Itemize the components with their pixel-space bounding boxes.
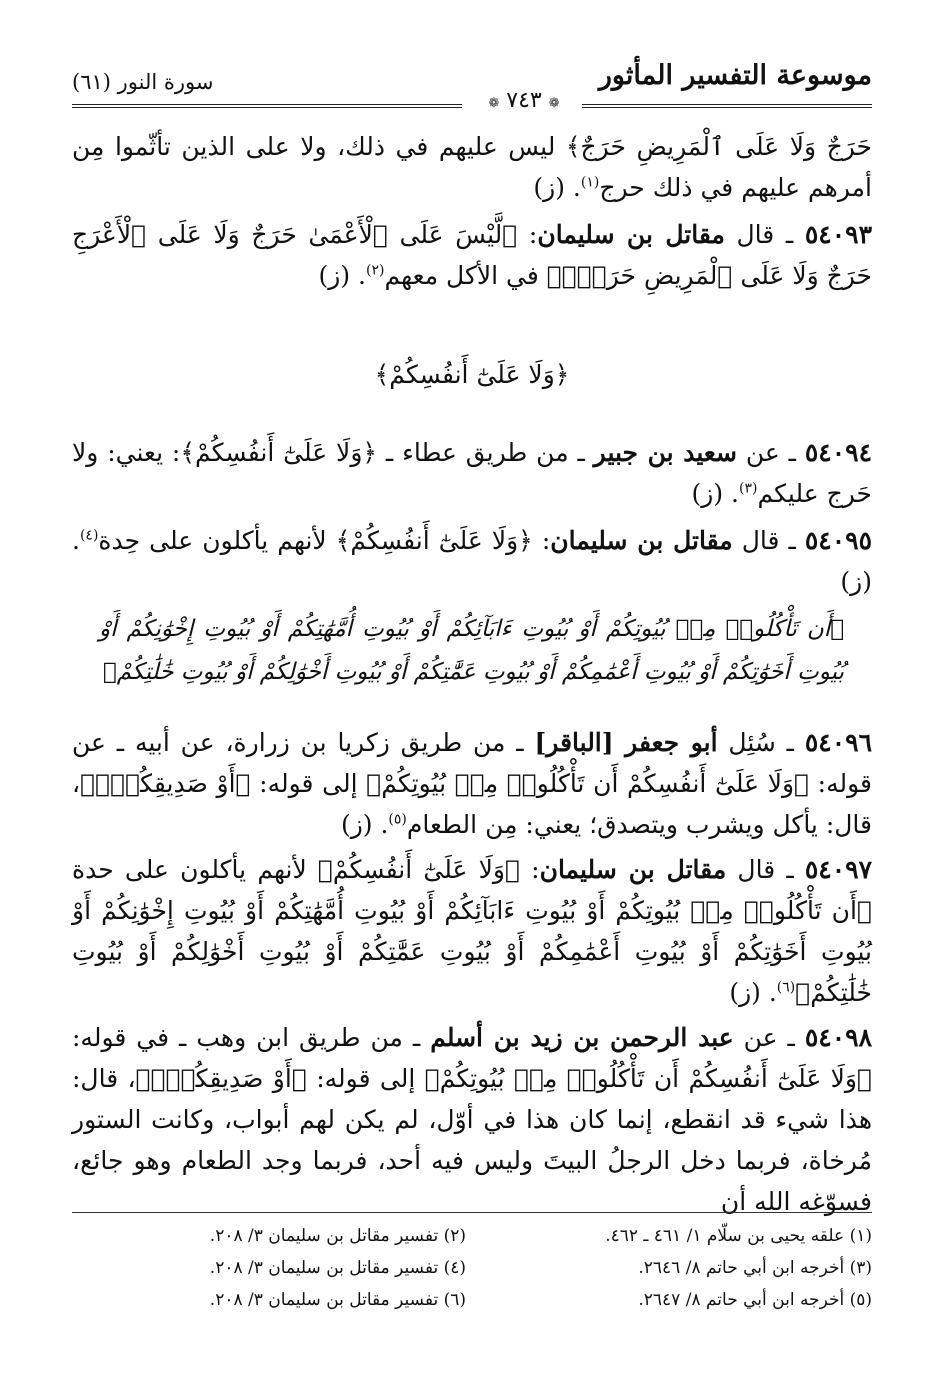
footnote-ref: (٦) <box>776 979 796 996</box>
narrator-name: مقاتل بن سليمان <box>539 855 727 884</box>
narration-54095: ٥٤٠٩٥ ـ قال مقاتل بن سليمان: ﴿وَلَا عَلَىٰٓ أَنفُسِكُمْ﴾ لأنهم يأكلون على حِدة$^{(٤)}$. (ز) <box>72 526 872 596</box>
narrator-name: مقاتل بن سليمان <box>537 220 725 249</box>
narration-number: ٥٤٠٩٥ <box>804 526 872 555</box>
narration-number: ٥٤٠٩٧ <box>804 855 873 884</box>
footnote-ref: (٥) <box>388 811 407 828</box>
narration-54093: ٥٤٠٩٣ ـ قال مقاتل بن سليمان: ﴿لَّيْسَ عَلَى ٱلْأَعْمَىٰ حَرَجٌ وَلَا عَلَى ٱلْأَعْرَجِ حَرَجٌ وَلَا عَلَى ٱلْمَرِيضِ حَرَجٌۗ﴾ في الأكل معهم$^{(٢)}$. (ز) <box>72 220 873 290</box>
header-rule-left <box>72 104 462 108</box>
footnote-divider <box>72 1212 872 1213</box>
page-number-text: ٧٤٣ <box>506 88 542 113</box>
footnote-1: (١) علقه يحيى بن سلّام ١/ ٤٦١ ـ ٤٦٢. <box>605 1226 872 1246</box>
narrator-name: أبو جعفر [الباقر] <box>534 728 718 757</box>
narration-number: ٥٤٠٩٣ <box>804 220 873 249</box>
narrator-name: عبد الرحمن بن زيد بن أسلم <box>430 1023 734 1052</box>
narration-number: ٥٤٠٩٨ <box>804 1023 872 1052</box>
header-rule-right <box>582 104 872 108</box>
ornament-icon: ❁ <box>548 96 560 111</box>
footnote-4: (٤) تفسير مقاتل بن سليمان ٣/ ٢٠٨. <box>209 1258 466 1278</box>
narration-number: ٥٤٠٩٤ <box>804 438 872 467</box>
footnote-6: (٦) تفسير مقاتل بن سليمان ٣/ ٢٠٨. <box>209 1290 466 1310</box>
narrator-name: مقاتل بن سليمان <box>550 526 733 555</box>
footnote-ref: (١) <box>580 174 600 191</box>
verse-heading: ﴿وَلَا عَلَىٰٓ أَنفُسِكُمْ﴾ <box>374 360 570 389</box>
text-block-2 <box>72 432 872 602</box>
surah-label: سورة النور (٦١) <box>72 70 214 94</box>
narrator-name: سعيد بن جبير <box>593 438 737 467</box>
page-number <box>470 88 578 113</box>
narration-54094: ٥٤٠٩٤ ـ عن سعيد بن جبير ـ من طريق عطاء ـ ﴿وَلَا عَلَىٰٓ أَنفُسِكُمْ﴾: يعني: ولا حَرج عليكم$^{(٣)}$. (ز) <box>72 438 872 508</box>
verse-block: ﴿أَن تَأْكُلُوا۟ مِنۢ بُيُوتِكُمْ أَوْ بُيُوتِ ءَابَآئِكُمْ أَوْ بُيُوتِ أُمَّهَٰتِكُمْ أَوْ بُيُوتِ إِخْوَٰنِكُمْ أَوْ بُيُوتِ أَخَوَٰتِكُمْ أَوْ بُيُوتِ أَعْمَٰمِكُمْ أَوْ بُيُوتِ عَمَّٰتِكُمْ أَوْ بُيُوتِ أَخْوَٰلِكُمْ أَوْ بُيُوتِ خَٰلَٰتِكُمْ﴾ <box>99 616 844 685</box>
narration-54096: ٥٤٠٩٦ ـ سُئِل أبو جعفر [الباقر] ـ من طريق زكريا بن زرارة، عن أبيه ـ عن قوله: ﴿وَلَا عَلَىٰٓ أَنفُسِكُمْ أَن تَأْكُلُوا۟ مِنۢ بُيُوتِكُمْ﴾ إلى قوله: ﴿أَوْ صَدِيقِكُمْۚ﴾، قال: يأكل ويشرب ويتصدق؛ يعني: مِن الطعام$^{(٥)}$. (ز) <box>72 728 872 839</box>
text-block-1 <box>72 126 872 296</box>
footnote-3: (٣) أخرجه ابن أبي حاتم ٨/ ٢٦٤٦. <box>638 1258 872 1278</box>
book-title: موسوعة التفسير المأثور <box>598 60 872 91</box>
narration-number: ٥٤٠٩٦ <box>804 728 872 757</box>
narration-54097: ٥٤٠٩٧ ـ قال مقاتل بن سليمان: ﴿وَلَا عَلَىٰٓ أَنفُسِكُمْ﴾ لأنهم يأكلون على حدة ﴿أَن تَأْكُلُوا۟ مِنۢ بُيُوتِكُمْ أَوْ بُيُوتِ ءَابَآئِكُمْ أَوْ بُيُوتِ أُمَّهَٰتِكُمْ أَوْ بُيُوتِ إِخْوَٰنِكُمْ أَوْ بُيُوتِ أَخَوَٰتِكُمْ أَوْ بُيُوتِ أَعْمَٰمِكُمْ أَوْ بُيُوتِ عَمَّٰتِكُمْ أَوْ بُيُوتِ أَخْوَٰلِكُمْ أَوْ بُيُوتِ خَٰلَٰتِكُمْ﴾$^{(٦)}$. (ز) <box>72 855 873 1007</box>
narration-54098: ٥٤٠٩٨ ـ عن عبد الرحمن بن زيد بن أسلم ـ من طريق ابن وهب ـ في قوله: ﴿وَلَا عَلَىٰٓ أَنفُسِكُمْ أَن تَأْكُلُوا۟ مِنۢ بُيُوتِكُمْ﴾ إلى قوله: ﴿أَوْ صَدِيقِكُمْۚ﴾، قال: هذا شيء قد انقطع، إنما كان هذا في أوّل، لم يكن لهم أبواب، وكانت الستور مُرخاة، فربما دخل الرجلُ البيتَ وليس فيه أحد، فربما وجد الطعام وهو جائع، فسوّغه الله أن <box>72 1023 872 1216</box>
footnote-2: (٢) تفسير مقاتل بن سليمان ٣/ ٢٠٨. <box>209 1226 466 1246</box>
footnote-5: (٥) أخرجه ابن أبي حاتم ٨/ ٢٦٤٧. <box>638 1290 872 1310</box>
paragraph-continuation: حَرَجٌ وَلَا عَلَى ٱلْمَرِيضِ حَرَجٌ﴾ ليس عليهم في ذلك، ولا على الذين تأثّموا مِن أمرهم عليهم في ذلك حرج$^{(١)}$. (ز) <box>72 132 872 202</box>
text-block-3 <box>72 722 872 1222</box>
footnote-ref: (٣) <box>739 480 758 497</box>
page-header <box>72 58 872 118</box>
ornament-icon: ❁ <box>488 96 500 111</box>
footnote-ref: (٤) <box>79 527 99 544</box>
footnote-ref: (٢) <box>366 262 385 279</box>
